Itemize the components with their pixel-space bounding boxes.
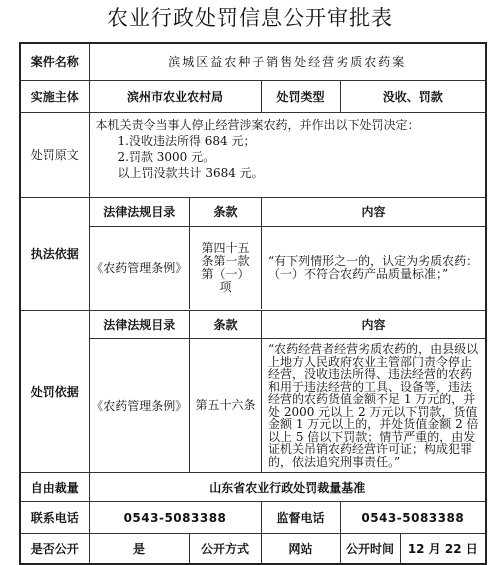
row-case-name bbox=[20, 43, 486, 80]
approval-table bbox=[19, 42, 487, 565]
original-line-3: 2.罚款 3000 元。 bbox=[117, 149, 216, 164]
basis-2-law: 《农药管理条例》 bbox=[90, 339, 190, 473]
basis-2-header-article: 条款 bbox=[190, 311, 262, 339]
publish-time-value: 12 月 22 日 bbox=[400, 534, 486, 564]
original-line-2: 1.没收违法所得 684 元； bbox=[117, 133, 256, 148]
basis-2-label: 处罚依据 bbox=[20, 310, 89, 473]
basis-2-header-content: 内容 bbox=[262, 311, 486, 339]
basis-1-header-law: 法律法规目录 bbox=[90, 198, 190, 226]
page-title: 农业行政处罚信息公开审批表 bbox=[107, 6, 393, 30]
original-line-1: 本机关责令当事人停止经营涉案农药，并作出以下处罚决定： bbox=[95, 117, 420, 132]
basis-1-content: “有下列情形之一的，认定为劣质农药：（一）不符合农药产品质量标准；” bbox=[262, 226, 486, 309]
row-contact bbox=[20, 502, 486, 534]
row-original bbox=[20, 112, 486, 197]
penalty-type-label: 处罚类型 bbox=[261, 80, 340, 112]
original-label: 处罚原文 bbox=[20, 112, 89, 197]
penalty-type-value: 没收、罚款 bbox=[340, 80, 486, 112]
basis-2-header-law: 法律法规目录 bbox=[90, 311, 190, 339]
original-text bbox=[89, 112, 486, 197]
row-basis-2 bbox=[20, 310, 486, 473]
contact-phone: 0543-5083388 bbox=[89, 502, 261, 534]
original-line-4: 以上罚没款共计 3684 元。 bbox=[117, 165, 264, 180]
discretion-value: 山东省农业行政处罚裁量基准 bbox=[89, 473, 486, 502]
row-basis-1 bbox=[20, 197, 486, 310]
publish-method-value: 网站 bbox=[261, 534, 340, 564]
case-name-value: 滨城区益农种子销售处经营劣质农药案 bbox=[89, 43, 486, 80]
basis-2-article: 第五十六条 bbox=[190, 339, 262, 473]
row-subject bbox=[20, 80, 486, 112]
publish-value: 是 bbox=[89, 534, 189, 564]
subject-value: 滨州市农业农村局 bbox=[89, 80, 261, 112]
basis-2-content: “农药经营者经营劣质农药的，由县级以上地方人民政府农业主管部门责令停止经营，没收违法所得、违法经营的农药和用于违法经营的工具、设备等，违法经营的农药货值金额不足 1 万元的，并处 2000 元以上 2 万元以下罚款，货值金额 1 万元以上的，并处货值金额 2 倍以上 5 倍以下罚款；情节严重的，由发证机关吊销农药经营许可证；构成犯罪的，依法追究刑事责任。” bbox=[262, 339, 486, 473]
basis-1-label: 执法依据 bbox=[20, 197, 89, 310]
supervision-phone-label: 监督电话 bbox=[261, 502, 340, 534]
basis-1-law: 《农药管理条例》 bbox=[90, 226, 190, 309]
basis-1-article: 第四十五条第一款第（一）项 bbox=[190, 226, 262, 309]
publish-method-label: 公开方式 bbox=[189, 534, 261, 564]
basis-2-table bbox=[90, 311, 486, 473]
supervision-phone: 0543-5083388 bbox=[340, 502, 486, 534]
contact-label: 联系电话 bbox=[20, 502, 89, 534]
publish-time-label: 公开时间 bbox=[340, 534, 400, 564]
basis-1-table bbox=[90, 198, 486, 309]
case-name-label: 案件名称 bbox=[20, 43, 89, 80]
row-discretion bbox=[20, 473, 486, 502]
publish-label: 是否公开 bbox=[20, 534, 89, 564]
basis-1-header-article: 条款 bbox=[190, 198, 262, 226]
discretion-label: 自由裁量 bbox=[20, 473, 89, 502]
basis-1-header-content: 内容 bbox=[262, 198, 486, 226]
subject-label: 实施主体 bbox=[20, 80, 89, 112]
